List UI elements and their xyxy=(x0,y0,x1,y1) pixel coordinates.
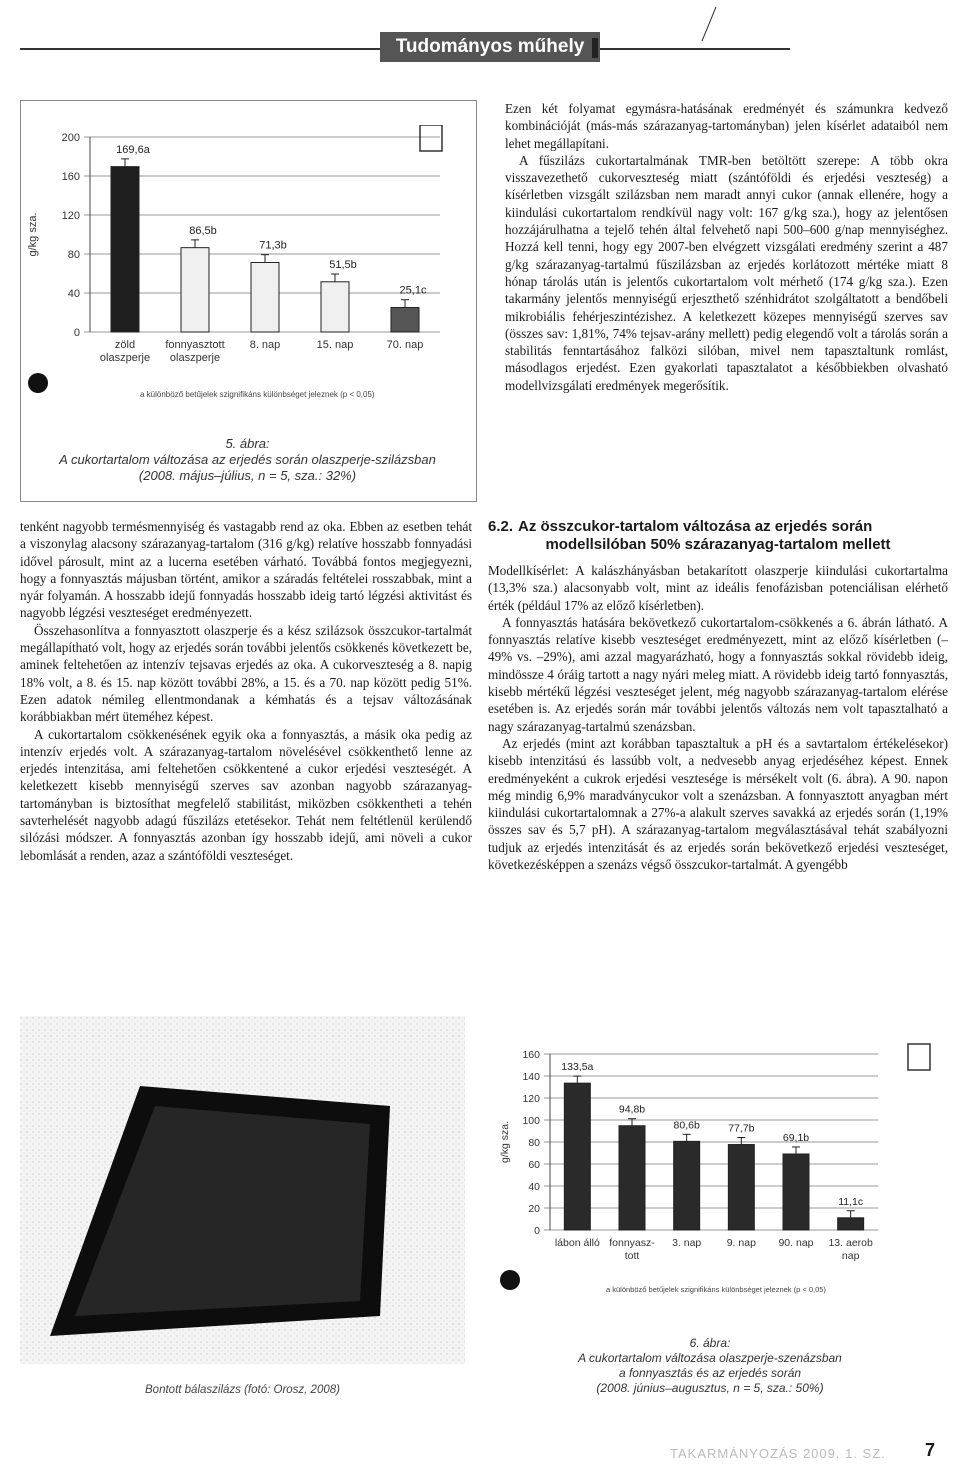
x-tick-label: 15. nap xyxy=(316,339,354,351)
figure-6-chart xyxy=(488,1040,948,1310)
section-title-line1: Az összcukor-tartalom változása az erjedés során xyxy=(518,518,873,535)
journal-logo-icon xyxy=(28,373,48,393)
paragraph: A fonnyasztás hatására bekövetkező cukortartalom-csökkenés a 6. ábrán látható. A fonnyasztás relatíve kisebb veszteséget eredményezett, mint az előző kísérletben (–49% vs. –29%), ami azzal magyarázható, hogy a fonnyasztás sokkal rövidebb ideig, mindössze 4 óráig tartott a nagy nyári meleg miatt. A rövidebb ideig tartó fonnyasztás, kisebb mértékű légzési veszteséget jelent, még nagyobb szárazanyag-tartalom elérése esetében is. Az erjedés során már további jelentős változás nem volt tapasztalható a nagy szárazanyag-tartalmú szenázsban. xyxy=(488,614,948,734)
section-number: 6.2. xyxy=(488,518,514,535)
data-label: 133,5a xyxy=(561,1061,594,1074)
y-tick-label: 60 xyxy=(528,1159,540,1171)
x-tick-label: 13. aerob xyxy=(828,1237,873,1249)
data-label: 86,5b xyxy=(189,224,217,237)
y-tick-label: 40 xyxy=(67,288,80,300)
data-label: 169,6a xyxy=(116,143,150,156)
journal-logo-icon xyxy=(500,1270,520,1290)
photo-caption: Bontott bálaszilázs (fotó: Orosz, 2008) xyxy=(145,1384,340,1396)
y-tick-label: 80 xyxy=(67,249,80,261)
paragraph: Az erjedés (mint azt korábban tapasztaltuk a pH és a savtartalom értékelésekor) kisebb intenzitású és lassúbb volt, a nedvesebb anyag erjedéséhez képest. Ennek eredményeként a cukrok erjedési vesztesége is mérsékelt volt (6. ábra). A 90. napon még mindig 6,9% maradványcukor volt a szenázsban. A fonnyasztott anyagban mért kiindulási cukortartalomnak a 27%-a alakult szerves savakká az erjedés során (1,19% összes sav és 5,7 pH). A szárazanyag-tartalom megválasztásával tehát szabályozni tudjuk az erjedés intenzitását és az erjedés során bekövetkező erjedési veszteséget, következésképpen a szenázs végső összcukor-tartalmát. A gyengébb xyxy=(488,735,948,873)
left-column xyxy=(20,518,472,864)
section-title-line2: modellsilóban 50% szárazanyag-tartalom mellett xyxy=(545,536,891,553)
data-label: 25,1c xyxy=(399,284,427,297)
paragraph: A fűszilázs cukortartalmának TMR-ben betöltött szerepe: A több okra visszavezethető cukorveszteség miatt (szántóföldi és erjedési veszteség) a kísérletben vizsgált szilázsban nem maradt annyi cukor (annak ellenére, hogy a kiindulási cukortartalom rendkívül nagy volt: 167 g/kg sza.), hogy az jelentősen hozzájárulhatna a tejelő tehén által felvehető napi 500–600 g/nap mennyiséghez. Hozzá kell tenni, hogy egy 2007-ben elvégzett vizsgálati eredmény szerint a 487 g/kg szárazanyag-tartalmú fűszilázsban az erjedés korlátozott mértéke miatt 8 hónap tárolás után is jelentős cukortartalom volt mérhető (174 g/kg sza.). Ezen takarmány jelentős mennyiségű erjeszthető szénhidrátot szolgáltatott a bendőbeli mikrobiális fehérjeszintézishez. A keletkezett közepes mennyiségű szerves sav (összes sav: 1,81%, 74% tejsav-arány mellett) pedig elegendő volt a tárolás során a stabilitás fenntartásához falközi silóban, mivel nem tapasztaltunk romlást, másodlagos erjedést. Ezen gyakorlati tapasztalatot a későbbiekben olvasható modellvizsgálati eredmények megerősítik. xyxy=(505,152,948,393)
figure-6-number: 6. ábra: xyxy=(689,1336,731,1350)
x-tick-label: 90. nap xyxy=(778,1237,814,1249)
x-tick-label: lábon álló xyxy=(554,1237,600,1249)
y-tick-label: 0 xyxy=(73,327,80,339)
y-tick-label: 0 xyxy=(534,1225,540,1237)
paragraph: Modellkísérlet: A kalászhányásban betakarított olaszperje kiindulási cukortartalma (13,3% sza.) alacsonyabb volt, mint az ideális fenofázisban potenciálisan elérhető érték (például 17% az előző kísérletben). xyxy=(488,563,948,613)
figure-5-number: 5. ábra: xyxy=(225,436,270,451)
data-label: 71,3b xyxy=(259,239,287,252)
x-tick-label: olaszperje xyxy=(99,352,151,364)
figure-6-subtitle: a fonnyasztás és az erjedés során xyxy=(618,1366,802,1380)
x-tick-label: zöld xyxy=(114,339,136,351)
y-tick-label: 120 xyxy=(61,210,80,222)
bar xyxy=(564,1083,590,1230)
bar xyxy=(181,248,209,332)
banner-mark xyxy=(592,38,598,58)
institute-crest-icon xyxy=(420,125,442,151)
paragraph: A cukortartalom csökkenésének egyik oka a fonnyasztás, a másik oka pedig az intenzív erjedés volt. A szárazanyag-tartalom növelésével csökkenthető lenne az erjedés intenzitása, ami feltehetően csökkentené a cukor erjedési veszteségét. A keletkezett kisebb mennyiségű szerves sav azonban nagyobb szárazanyag-tartományban is biztosíthat megfelelő stabilitást, miközben csökkentheti a tehén savterhelését nagyobb adagú fűszilázs etetésekor. Tehát nem feltétlenül kerülendő silózási módszer. A fonnyasztás azonban így hosszabb idejű, ami növeli a cukor lebomlását a renden, azaz a szántóföldi veszteséget. xyxy=(20,726,472,863)
bar xyxy=(321,282,349,332)
paragraph: Ezen két folyamat egymásra-hatásának eredményét és számunkra kedvező kombinációját (más-más szárazanyag-tartományban) jelen kísérlet adataiból nem lehet megállapítani. xyxy=(505,101,948,151)
silage-bale-photo xyxy=(20,1016,465,1364)
x-tick-label: 70. nap xyxy=(386,339,424,351)
section-heading xyxy=(488,518,948,554)
data-label: 11,1c xyxy=(838,1195,864,1208)
bar xyxy=(619,1126,645,1230)
figure-6-meta: (2008. június–augusztus, n = 5, sza.: 50%) xyxy=(596,1381,824,1395)
y-axis-label: g/kg sza. xyxy=(27,212,39,257)
right-column-top xyxy=(505,100,948,394)
journal-footer: TAKARMÁNYOZÁS 2009. 1. SZ. xyxy=(670,1446,886,1461)
bar xyxy=(728,1145,754,1230)
figure-5-title: A cukortartalom változása az erjedés során olaszperje-szilázsban xyxy=(59,452,436,467)
figure-6-caption xyxy=(500,1336,920,1396)
y-tick-label: 80 xyxy=(528,1137,540,1149)
x-tick-label: tott xyxy=(624,1250,640,1262)
photo-graphic xyxy=(20,1016,465,1364)
figure-footnote: a különböző betűjelek szignifikáns különbséget jeleznek (p < 0,05) xyxy=(606,1285,826,1294)
data-label: 69,1b xyxy=(782,1131,810,1144)
bar xyxy=(251,262,279,332)
figure-5-chart xyxy=(20,125,470,425)
figure-5-caption xyxy=(20,436,475,484)
x-tick-label: fonnyasz- xyxy=(609,1237,655,1249)
paragraph: Összehasonlítva a fonnyasztott olaszperje és a kész szilázsok összcukor-tartalmát megállapítható volt, hogy az erjedés során további jelentős csökkenés következett be, aminek feltehetően az intenzív tejsavas erjedés az oka. A cukorveszteség a 8. napig 18% volt, a 8. és 15. nap között további 28%, a 15. és a 70. nap között pedig 51%. Ezen adatok némileg ellentmondanak a kémhatás és a tejsav változásának korábbiakban mért üteméhez képest. xyxy=(20,622,472,725)
data-label: 94,8b xyxy=(618,1103,646,1116)
y-tick-label: 40 xyxy=(528,1181,540,1193)
y-tick-label: 100 xyxy=(522,1115,540,1127)
bar xyxy=(783,1154,809,1230)
x-tick-label: 9. nap xyxy=(726,1237,756,1249)
y-axis-label: g/kg sza. xyxy=(499,1120,511,1164)
x-tick-label: nap xyxy=(841,1250,860,1262)
x-tick-label: 3. nap xyxy=(672,1237,702,1249)
y-tick-label: 160 xyxy=(61,171,80,183)
bar xyxy=(391,308,419,332)
figure-6-title: A cukortartalom változása olaszperje-szenázsban xyxy=(578,1351,842,1365)
y-tick-label: 120 xyxy=(522,1093,540,1105)
right-column-bottom xyxy=(488,562,948,873)
figure-footnote: a különböző betűjelek szignifikáns különbséget jeleznek (p < 0,05) xyxy=(140,390,375,399)
section-banner: Tudományos műhely xyxy=(380,32,600,62)
data-label: 77,7b xyxy=(728,1122,755,1135)
x-tick-label: 8. nap xyxy=(249,339,281,351)
paragraph: tenként nagyobb termésmennyiség és vastagabb rend az oka. Ebben az esetben tehát a viszonylag alacsony szárazanyag-tartalom (316 g/kg) relatíve hosszabb fonnyadási idővel párosult, mint az a lucerna esetében várható. Továbbá fontos megjegyezni, hogy a fonnyasztás májusban történt, amikor a száradás feltételei rosszabbak, mint a nyár folyamán. A hosszabb idejű fonnyadás hosszabb ideig tartó légzési aktivitást és nagyobb légzési veszteséget eredményezett. xyxy=(20,519,472,621)
data-label: 51,5b xyxy=(329,258,357,271)
y-tick-label: 20 xyxy=(528,1203,540,1215)
data-label: 80,6b xyxy=(673,1119,700,1132)
bar xyxy=(674,1141,700,1230)
bar xyxy=(111,167,139,332)
y-tick-label: 160 xyxy=(522,1049,540,1061)
x-tick-label: olaszperje xyxy=(169,352,221,364)
y-tick-label: 140 xyxy=(522,1071,540,1083)
corner-mark xyxy=(700,5,720,45)
x-tick-label: fonnyasztott xyxy=(165,339,225,351)
figure-5-meta: (2008. május–július, n = 5, sza.: 32%) xyxy=(138,468,357,483)
bar xyxy=(838,1218,864,1230)
institute-crest-icon xyxy=(908,1044,930,1070)
page-number: 7 xyxy=(925,1440,936,1460)
y-tick-label: 200 xyxy=(61,132,80,144)
